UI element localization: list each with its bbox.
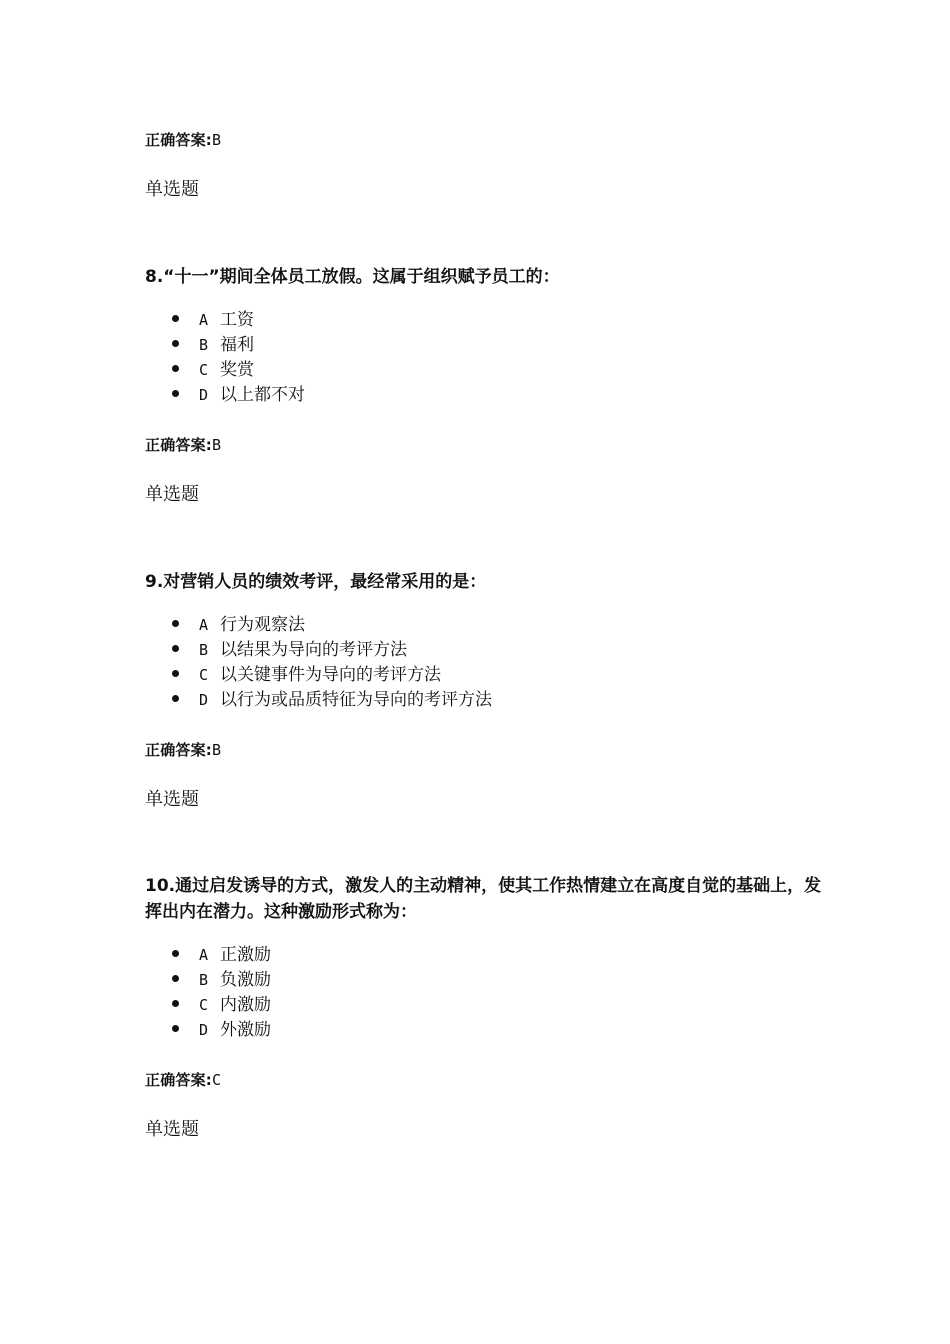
option-letter: A bbox=[199, 616, 209, 634]
option-item bbox=[172, 1018, 271, 1043]
answer-line bbox=[145, 739, 221, 760]
option-item bbox=[172, 663, 492, 688]
answer-label: 正确答案: bbox=[145, 741, 212, 759]
bullet-icon bbox=[172, 950, 179, 957]
answer-value: C bbox=[212, 1071, 222, 1089]
option-text: 负激励 bbox=[220, 970, 271, 990]
option-item bbox=[172, 968, 271, 993]
question-text: 9.对营销人员的绩效考评，最经常采用的是： bbox=[145, 572, 487, 592]
question-type: 单选题 bbox=[145, 1119, 199, 1140]
option-item bbox=[172, 333, 305, 358]
bullet-icon bbox=[172, 315, 179, 322]
question-type: 单选题 bbox=[145, 789, 199, 810]
option-item bbox=[172, 358, 305, 383]
answer-label: 正确答案: bbox=[145, 1071, 212, 1089]
option-letter: D bbox=[199, 386, 209, 404]
option-letter: D bbox=[199, 1021, 209, 1039]
answer-line bbox=[145, 129, 221, 150]
option-text: 工资 bbox=[220, 310, 254, 330]
bullet-icon bbox=[172, 670, 179, 677]
option-letter: C bbox=[199, 996, 209, 1014]
option-text: 以行为或品质特征为导向的考评方法 bbox=[220, 690, 492, 710]
answer-label: 正确答案: bbox=[145, 131, 212, 149]
bullet-icon bbox=[172, 975, 179, 982]
option-text: 正激励 bbox=[220, 945, 271, 965]
option-letter: A bbox=[199, 946, 209, 964]
option-item bbox=[172, 613, 492, 638]
bullet-icon bbox=[172, 365, 179, 372]
bullet-icon bbox=[172, 390, 179, 397]
option-text: 以上都不对 bbox=[220, 385, 305, 405]
option-letter: B bbox=[199, 971, 209, 989]
option-text: 以关键事件为导向的考评方法 bbox=[220, 665, 441, 685]
option-letter: A bbox=[199, 311, 209, 329]
answer-label: 正确答案: bbox=[145, 436, 212, 454]
bullet-icon bbox=[172, 1000, 179, 1007]
bullet-icon bbox=[172, 620, 179, 627]
option-text: 外激励 bbox=[220, 1020, 271, 1040]
question-type: 单选题 bbox=[145, 179, 199, 200]
answer-value: B bbox=[212, 741, 222, 759]
answer-line bbox=[145, 1069, 221, 1090]
answer-value: B bbox=[212, 436, 222, 454]
option-text: 福利 bbox=[220, 335, 254, 355]
option-list bbox=[172, 308, 305, 408]
option-list bbox=[172, 613, 492, 713]
option-item bbox=[172, 943, 271, 968]
question-text: 10.通过启发诱导的方式，激发人的主动精神，使其工作热情建立在高度自觉的基础上，发挥出内在潜力。这种激励形式称为： bbox=[145, 876, 822, 922]
option-letter: B bbox=[199, 641, 209, 659]
option-item bbox=[172, 383, 305, 408]
option-item bbox=[172, 638, 492, 663]
option-list bbox=[172, 943, 271, 1043]
option-text: 奖赏 bbox=[220, 360, 254, 380]
option-text: 内激励 bbox=[220, 995, 271, 1015]
question-type: 单选题 bbox=[145, 484, 199, 505]
option-text: 以结果为导向的考评方法 bbox=[220, 640, 407, 660]
answer-value: B bbox=[212, 131, 222, 149]
option-letter: D bbox=[199, 691, 209, 709]
bullet-icon bbox=[172, 340, 179, 347]
option-letter: C bbox=[199, 666, 209, 684]
option-item bbox=[172, 688, 492, 713]
question-text: 8.“十一”期间全体员工放假。这属于组织赋予员工的： bbox=[145, 267, 560, 287]
bullet-icon bbox=[172, 645, 179, 652]
bullet-icon bbox=[172, 695, 179, 702]
option-letter: C bbox=[199, 361, 209, 379]
bullet-icon bbox=[172, 1025, 179, 1032]
option-item bbox=[172, 308, 305, 333]
option-text: 行为观察法 bbox=[220, 615, 305, 635]
answer-line bbox=[145, 434, 221, 455]
option-item bbox=[172, 993, 271, 1018]
option-letter: B bbox=[199, 336, 209, 354]
